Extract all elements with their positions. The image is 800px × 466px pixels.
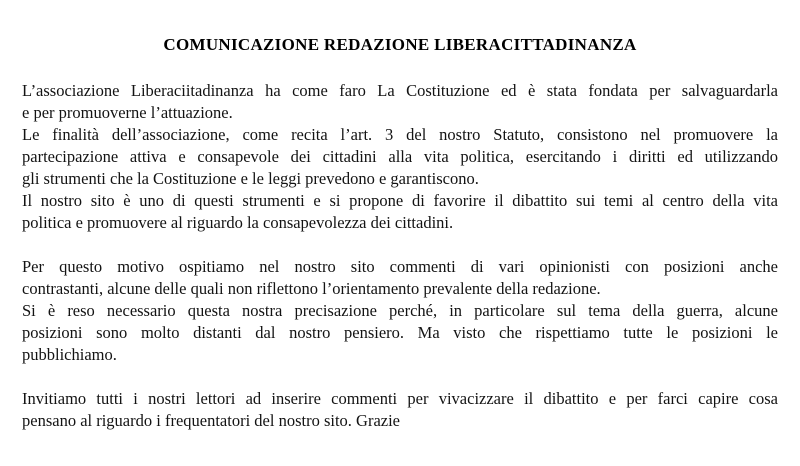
document-body (22, 80, 778, 432)
text-line: gli strumenti che la Costituzione e le leggi prevedono e garantiscono. (22, 169, 479, 188)
text-line: Per questo motivo ospitiamo nel nostro sito commenti di vari opinionisti con posizioni anche (22, 257, 778, 276)
paragraph-statute-goals (22, 124, 778, 190)
paragraph-clarification (22, 300, 778, 366)
text-line: Si è reso necessario questa nostra precisazione perché, in particolare sul tema della guerra, alcune (22, 301, 778, 320)
paragraph-association-intro (22, 80, 778, 124)
text-line: e per promuoverne l’attuazione. (22, 103, 233, 122)
paragraph-site-purpose (22, 190, 778, 234)
text-line: contrastanti, alcune delle quali non riflettono l’orientamento prevalente della redazione. (22, 279, 601, 298)
text-line: Invitiamo tutti i nostri lettori ad inserire commenti per vivacizzare il dibattito e per farci capire cosa (22, 389, 778, 408)
document-title: COMUNICAZIONE REDAZIONE LIBERACITTADINANZA (163, 35, 637, 54)
text-line: Le finalità dell’associazione, come recita l’art. 3 del nostro Statuto, consistono nel promuovere la (22, 125, 778, 144)
text-line: pubblichiamo. (22, 345, 117, 364)
text-line: Il nostro sito è uno di questi strumenti e si propone di favorire il dibattito sui temi al centro della vita (22, 191, 778, 210)
text-line: partecipazione attiva e consapevole dei cittadini alla vita politica, esercitando i diritti ed utilizzando (22, 147, 778, 166)
paragraph-opinions (22, 256, 778, 300)
text-line: L’associazione Liberaciitadinanza ha come faro La Costituzione ed è stata fondata per salvaguardarla (22, 81, 778, 100)
text-line: posizioni sono molto distanti dal nostro pensiero. Ma visto che rispettiamo tutte le posizioni le (22, 323, 778, 342)
text-line: politica e promuovere al riguardo la consapevolezza dei cittadini. (22, 213, 454, 232)
text-line: pensano al riguardo i frequentatori del nostro sito. Grazie (22, 411, 401, 430)
paragraph-invitation (22, 388, 778, 432)
